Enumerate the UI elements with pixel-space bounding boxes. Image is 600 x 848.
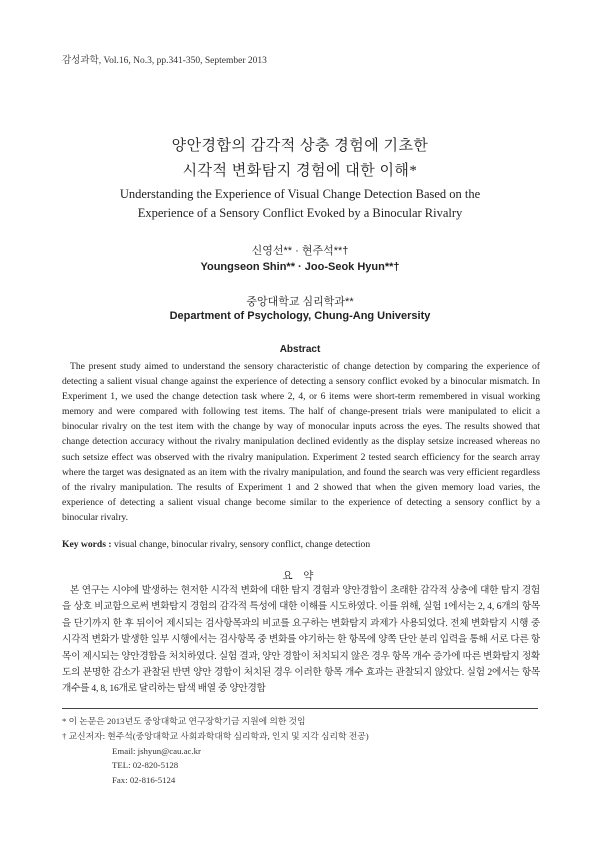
footnote-email: Email: jshyun@cau.ac.kr [112,745,201,756]
footnote-divider [62,708,538,709]
footnote-funding: * 이 논문은 2013년도 중앙대학교 연구장학기금 지원에 의한 것임 [62,716,306,726]
keywords-text: visual change, binocular rivalry, sensory conflict, change detection [111,539,371,550]
abstract-text: The present study aimed to understand the sensory characteristic of change detection by comparing the experience of detecting a salient visual change against the experience of detecting a sensory conflict evoked by a binocular mismatch. In Experiment 1, we used the change detection task where 2, 4, or 6 items were short-term remembered in visual working memory and were compared with following test items. The half of change-present trials were manipulated to elicit a binocular rivalry on the test item with the change by way of monocular inputs across the eyes. The results showed that change detection accuracy without the rivalry manipulation declined evidently as the display setsize increased whereas no such setsize effect was observed with the rivalry manipulation. Experiment 2 tested search efficiency for the search array where the target was designated as an item with the rivalry manipulation, and found the search was very efficient regardless of the rivalry manipulation. The results of Experiment 1 and 2 showed that when the given memory load varies, the experience of detecting a salient visual change become similar to the experience of detecting a sensory conflict by a binocular rivalry. [62,361,540,523]
keywords [62,537,540,552]
authors-english: Youngseon Shin** · Joo-Seok Hyun**† [200,261,400,273]
korean-summary-heading: 요 약 [282,571,318,582]
footnotes [62,714,540,788]
journal-header: 감성과학, Vol.16, No.3, pp.341-350, September 2013 [62,56,267,66]
korean-title-line-1: 양안경합의 감각적 상충 경험에 기초한 [171,138,429,154]
footnote-tel: TEL: 02-820-5128 [112,760,179,771]
korean-title-line-2: 시각적 변화탐지 경험에 대한 이해* [182,163,418,179]
authors-korean: 신영선** · 현주석**† [251,245,349,257]
english-title-line-2: Experience of a Sensory Conflict Evoked by a Binocular Rivalry [137,206,463,220]
abstract-heading: Abstract [279,344,321,355]
affiliation-korean: 중앙대학교 심리학과** [246,296,354,308]
footnote-corresponding-author: † 교신저자: 현주석(중앙대학교 사회과학대학 심리학과, 인지 및 지각 심리학 전공) [62,730,369,741]
keywords-label: Key words : [62,539,112,550]
affiliation-english: Department of Psychology, Chung-Ang University [169,310,431,322]
english-title-line-1: Understanding the Experience of Visual Change Detection Based on the [119,187,481,201]
korean-summary-text: 본 연구는 시야에 발생하는 현저한 시각적 변화에 대한 탐지 경험과 양안경합이 초래한 감각적 상충에 대한 탐지 경험을 상호 비교함으로써 변화탐지 경험의 감각적 특성에 대한 이해를 시도하였다. 이를 위해, 실험 1에서는 2, 4, 6개의 항목을 단기까지 한 후 뒤이어 제시되는 검사항목과의 비교를 요구하는 변화탐지 과제가 사용되었다. 전체 변화탐지 시행 중 시각적 변화가 발생한 일부 시행에서는 검사항목 중 변화를 야기하는 한 항목에 양쪽 단안 분리 입력을 통해 서로 다른 항목이 제시되는 양안경합을 처치하였다. 실험 결과, 양안 경합이 처치되지 않은 경우 항목 개수 증가에 따른 변화탐지 정확도의 분명한 감소가 관찰된 반면 양안 경합이 처치된 경우 이러한 항목 개수 효과는 관찰되지 않았다. 실험 2에서는 항목 개수를 4, 8, 16개로 달리하는 탐색 배열 중 양안경합 [62,585,540,695]
footnote-fax: Fax: 02-816-5124 [112,775,176,786]
